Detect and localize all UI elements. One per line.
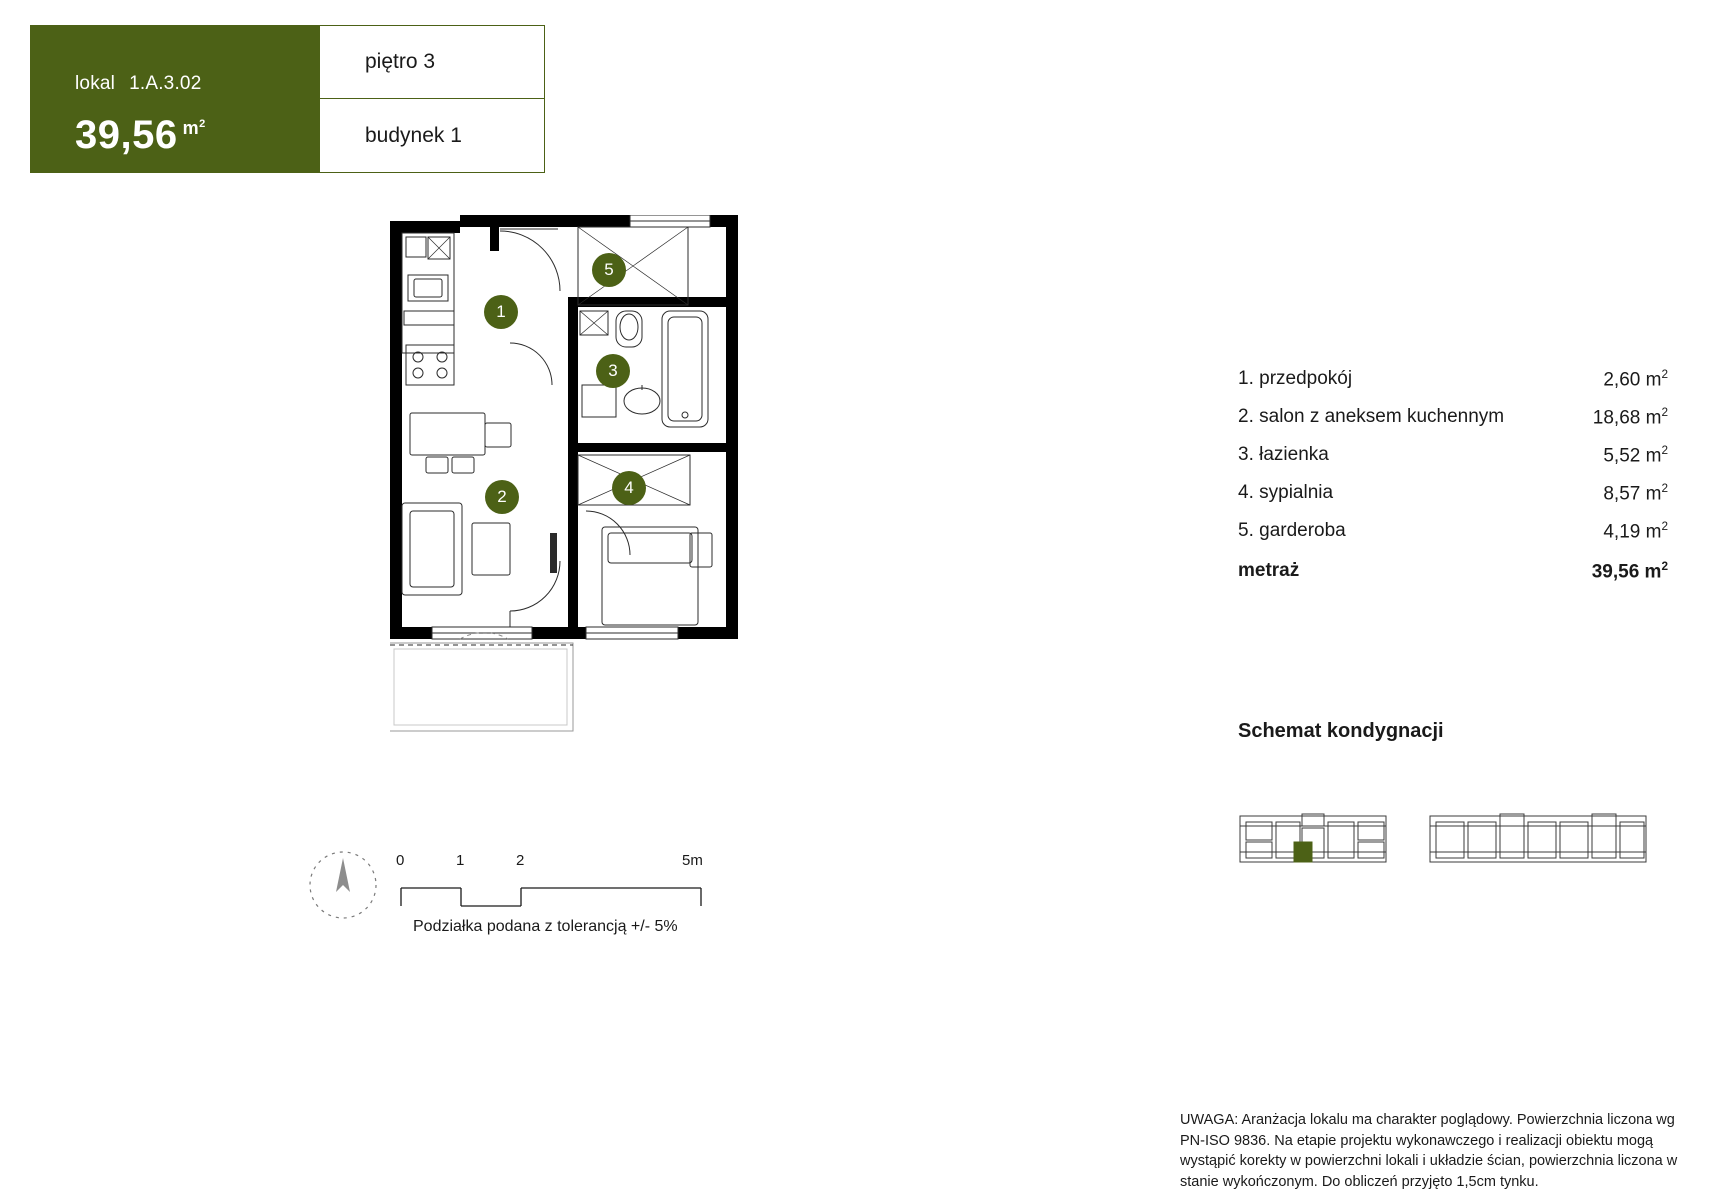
floor-cell: piętro 3 (320, 26, 544, 99)
floor-plan (390, 215, 790, 805)
legend-room-name: 3. łazienka (1238, 444, 1329, 465)
floor-scheme-graphic (1238, 800, 1658, 880)
apartment-area-unit: m2 (182, 117, 206, 138)
lokal-code: 1.A.3.02 (129, 73, 202, 94)
room-marker-3: 3 (596, 354, 630, 388)
legend-total-label: metraż (1238, 560, 1300, 581)
apartment-area (75, 113, 206, 158)
legend-room-area: 18,68 $m^2$ (1592, 406, 1668, 429)
scale-tick-0: 0 (396, 852, 405, 869)
room-marker-5: 5 (592, 253, 626, 287)
legend-room-name: 1. przedpokój (1238, 368, 1353, 389)
compass-icon (310, 852, 376, 918)
disclaimer-note: UWAGA: Aranżacja lokalu ma charakter poglądowy. Powierzchnia liczona wg PN-ISO 9836. Na etapie projektu wykonawczego i realizacji obiektu mogą wystąpić korekty w powierzchni lokali i układzie ścian, powierzchnia liczona w stanie wykończonym. Do obliczeń przyjęto 1,5cm tynku. (1180, 1112, 1678, 1190)
scale-bar-area (305, 830, 725, 940)
scale-ticks (401, 888, 701, 906)
legend-room-area: 4,19 $m^2$ (1603, 520, 1668, 543)
highlighted-unit (1294, 842, 1312, 862)
lokal-label: lokal (75, 73, 116, 94)
scale-tolerance-note: Podziałka podana z tolerancją +/- 5% (413, 918, 678, 935)
scale-end-label: 5m (682, 852, 703, 869)
legend-total-area: 39,56 $m^2$ (1591, 560, 1668, 583)
apartment-summary-badge (30, 25, 320, 173)
scale-tick-1: 1 (456, 852, 465, 869)
lokal-line (75, 73, 201, 95)
room-legend-table (1238, 368, 1668, 598)
legend-row (1238, 406, 1668, 444)
scale-tick-2: 2 (516, 852, 525, 869)
legend-row (1238, 444, 1668, 482)
room-marker-1: 1 (484, 295, 518, 329)
room-marker-4: 4 (612, 471, 646, 505)
legend-row (1238, 520, 1668, 558)
legend-row (1238, 482, 1668, 520)
legend-room-name: 4. sypialnia (1238, 482, 1334, 503)
header-meta-table (320, 25, 545, 173)
legend-room-area: 5,52 $m^2$ (1603, 444, 1668, 467)
building-cell: budynek 1 (365, 123, 462, 147)
legend-room-area: 8,57 $m^2$ (1603, 482, 1668, 505)
floor-scheme-title: Schemat kondygnacji (1238, 720, 1444, 742)
legend-room-area: 2,60 $m^2$ (1603, 368, 1668, 391)
floor-plan-drawing (390, 215, 790, 805)
fixtures-layer (390, 215, 712, 731)
legend-total-row (1238, 560, 1668, 598)
room-marker-2: 2 (485, 480, 519, 514)
floor-scheme-drawing (1238, 800, 1658, 880)
legend-room-name: 5. garderoba (1238, 520, 1346, 541)
apartment-area-value: 39,56 (75, 113, 178, 157)
legend-row (1238, 368, 1668, 406)
legend-room-name: 2. salon z aneksem kuchennym (1238, 406, 1505, 427)
